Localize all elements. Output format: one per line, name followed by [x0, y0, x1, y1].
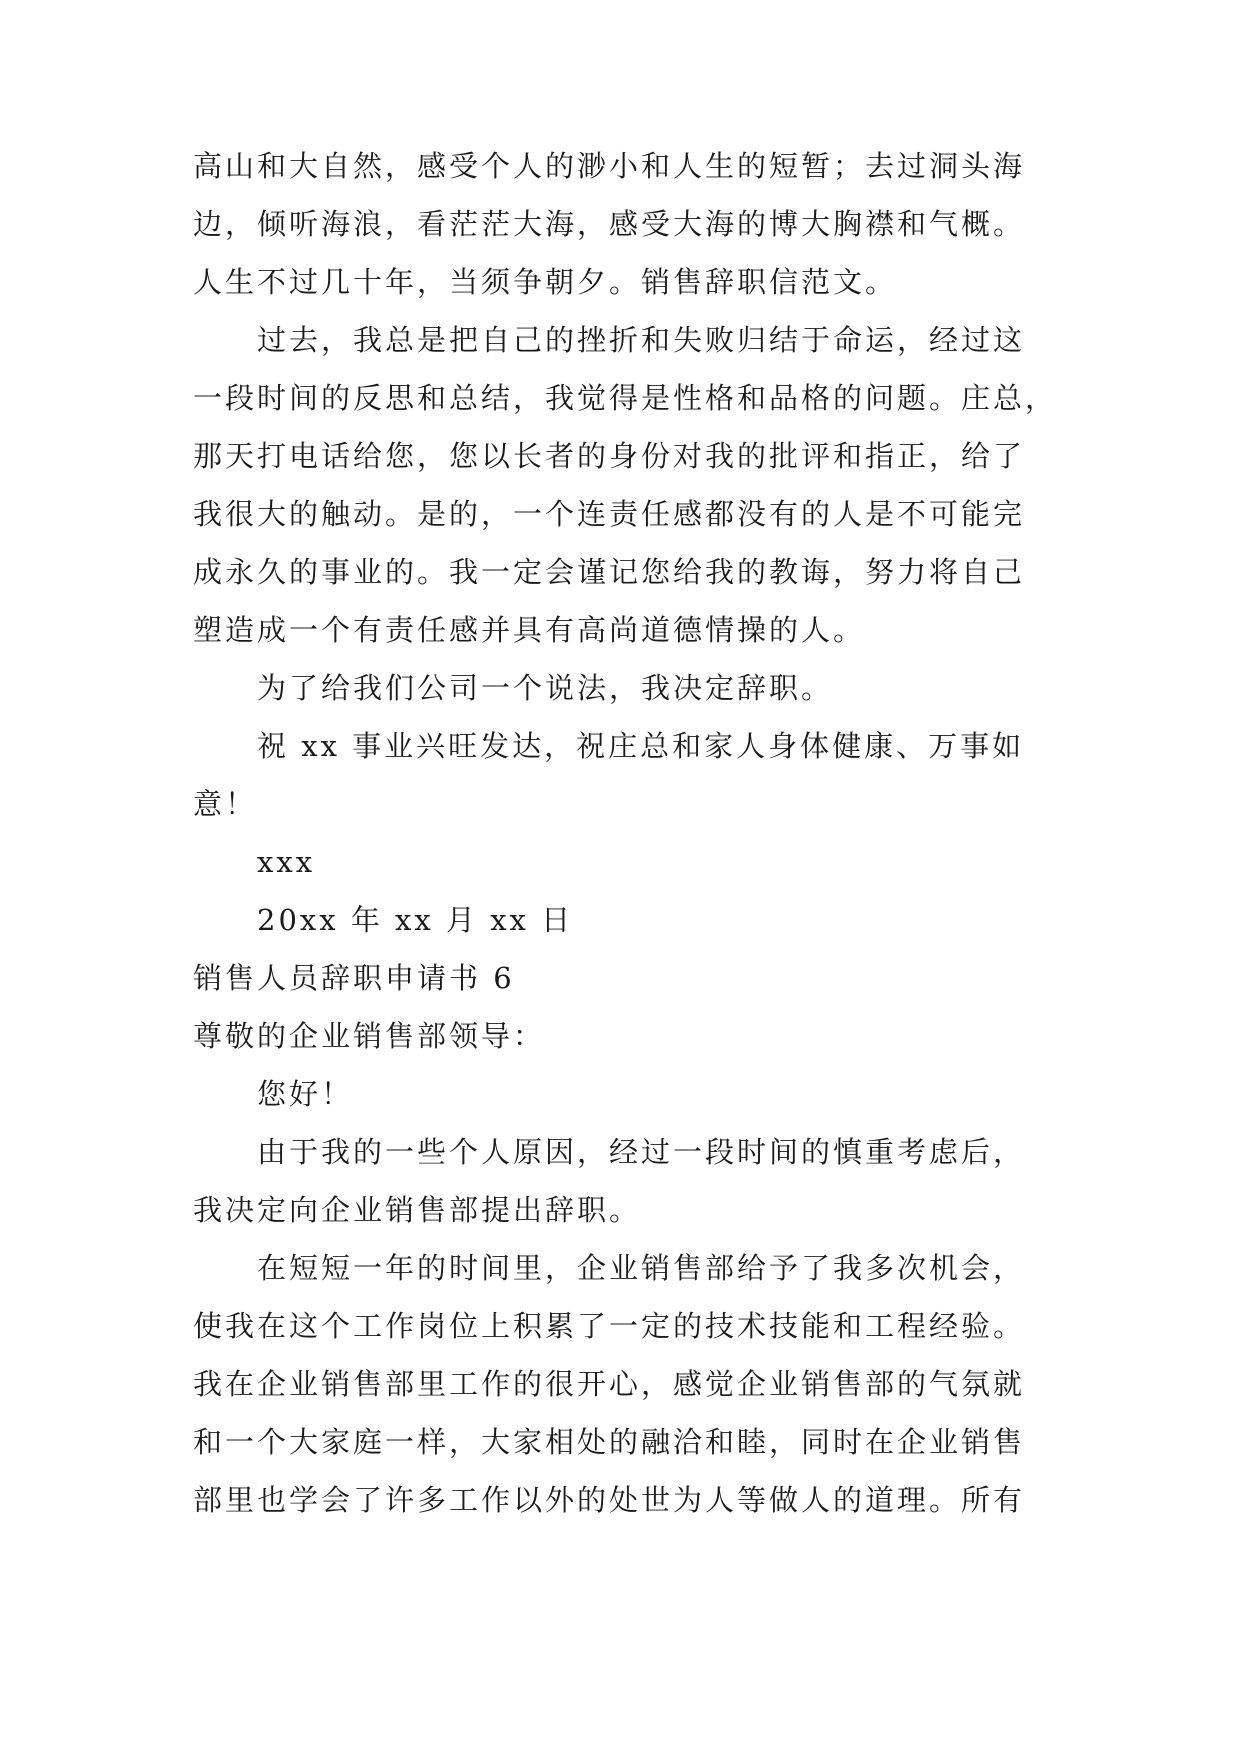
paragraph-start-line: 由于我的一些个人原因，经过一段时间的慎重考虑后，	[257, 1135, 1026, 1169]
paragraph-start-line: 在短短一年的时间里，企业销售部给予了我多次机会，	[257, 1251, 1026, 1285]
text-line: 意！	[193, 787, 258, 821]
section-title: 销售人员辞职申请书 6	[193, 961, 515, 995]
text-line: 塑造成一个有责任感并具有高尚道德情操的人。	[193, 613, 866, 647]
text-line: 部里也学会了许多工作以外的处世为人等做人的道理。所有	[193, 1483, 1026, 1517]
text-line: 高山和大自然，感受个人的渺小和人生的短暂；去过洞头海	[193, 149, 1026, 183]
text-line: 一段时间的反思和总结，我觉得是性格和品格的问题。庄总，	[193, 381, 1058, 415]
signature-name: xxx	[257, 845, 316, 879]
paragraph-start-line: 祝 xx 事业兴旺发达，祝庄总和家人身体健康、万事如	[257, 729, 1025, 763]
text-line: 使我在这个工作岗位上积累了一定的技术技能和工程经验。	[193, 1309, 1026, 1343]
text-line: 和一个大家庭一样，大家相处的融洽和睦，同时在企业销售	[193, 1425, 1026, 1459]
text-line: 我决定向企业销售部提出辞职。	[193, 1193, 642, 1227]
paragraph-start-line: 为了给我们公司一个说法，我决定辞职。	[257, 671, 834, 705]
text-line: 边，倾听海浪，看茫茫大海，感受大海的博大胸襟和气概。	[193, 207, 1026, 241]
document-body	[193, 137, 1073, 1529]
text-line: 我在企业销售部里工作的很开心，感觉企业销售部的气氛就	[193, 1367, 1026, 1401]
text-line: 那天打电话给您，您以长者的身份对我的批评和指正，给了	[193, 439, 1026, 473]
greeting: 您好！	[257, 1077, 354, 1111]
text-line: 人生不过几十年，当须争朝夕。销售辞职信范文。	[193, 265, 898, 299]
paragraph-start-line: 过去，我总是把自己的挫折和失败归结于命运，经过这	[257, 323, 1026, 357]
text-line: 成永久的事业的。我一定会谨记您给我的教诲，努力将自己	[193, 555, 1026, 589]
text-line: 我很大的触动。是的，一个连责任感都没有的人是不可能完	[193, 497, 1026, 531]
signature-date: 20xx 年 xx 月 xx 日	[257, 903, 574, 937]
salutation: 尊敬的企业销售部领导：	[193, 1019, 546, 1053]
